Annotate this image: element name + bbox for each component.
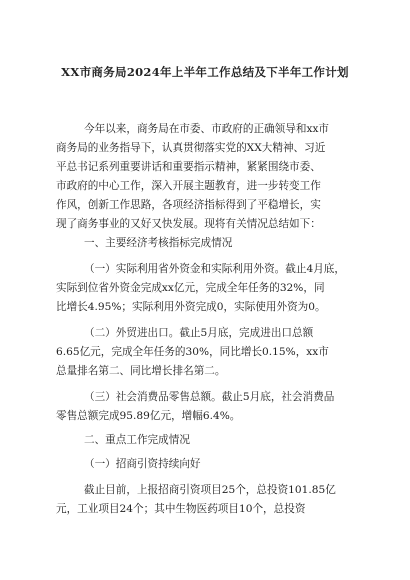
paragraph-line: 总量排名第二、同比增长排名第二。 [56, 365, 226, 377]
paragraph-line: 零售总额完成95.89亿元，增幅6.4%。 [56, 410, 241, 422]
paragraph-line: 截止目前，上报招商引资项目25个，总投资101.85亿 [84, 484, 336, 496]
paragraph-line: 商务局的业务指导下，认真贯彻落实党的XX大精神、习近 [56, 142, 326, 154]
paragraph-line: 今年以来，商务局在市委、市政府的正确领导和xx市 [84, 123, 330, 135]
paragraph-line: 平总书记系列重要讲话和重要指示精神，紧紧围绕市委、 [56, 161, 321, 173]
paragraph-line: 作风，创新工作思路，各项经济指标得到了平稳增长，实 [56, 199, 321, 211]
paragraph-line: 比增长4.95%；实际利用外资完成0，实际使用外资为0。 [56, 301, 326, 313]
document-title: XX市商务局2024年上半年工作总结及下半年工作计划 [61, 65, 349, 79]
paragraph-line: 市政府的中心工作，深入开展主题教育，进一步转变工作 [56, 180, 321, 192]
subsection-line: （三）社会消费品零售总额。截止5月底，社会消费品 [84, 391, 335, 403]
paragraph-line: 现了商务事业的又好又快发展。现将有关情况总结如下： [56, 218, 321, 230]
document-body [56, 120, 356, 519]
paragraph-line: 6.65亿元，完成全年任务的30%，同比增长0.15%，xx市 [56, 346, 329, 358]
subsection-heading: （一）招商引资持续向好 [84, 458, 201, 470]
subsection-line: （一）实际利用省外资金和实际利用外资。截止4月底， [84, 263, 345, 275]
paragraph-line: 元，工业项目24个；其中生物医药项目10个，总投资 [56, 503, 306, 515]
subsection-line: （二）外贸进出口。截止5月底，完成进出口总额 [84, 327, 314, 339]
paragraph-line: 实际到位省外资金完成xx亿元，完成全年任务的32%，同 [56, 282, 325, 294]
section-heading: 一、主要经济考核指标完成情况 [84, 237, 233, 249]
section-heading: 二、重点工作完成情况 [84, 434, 190, 446]
